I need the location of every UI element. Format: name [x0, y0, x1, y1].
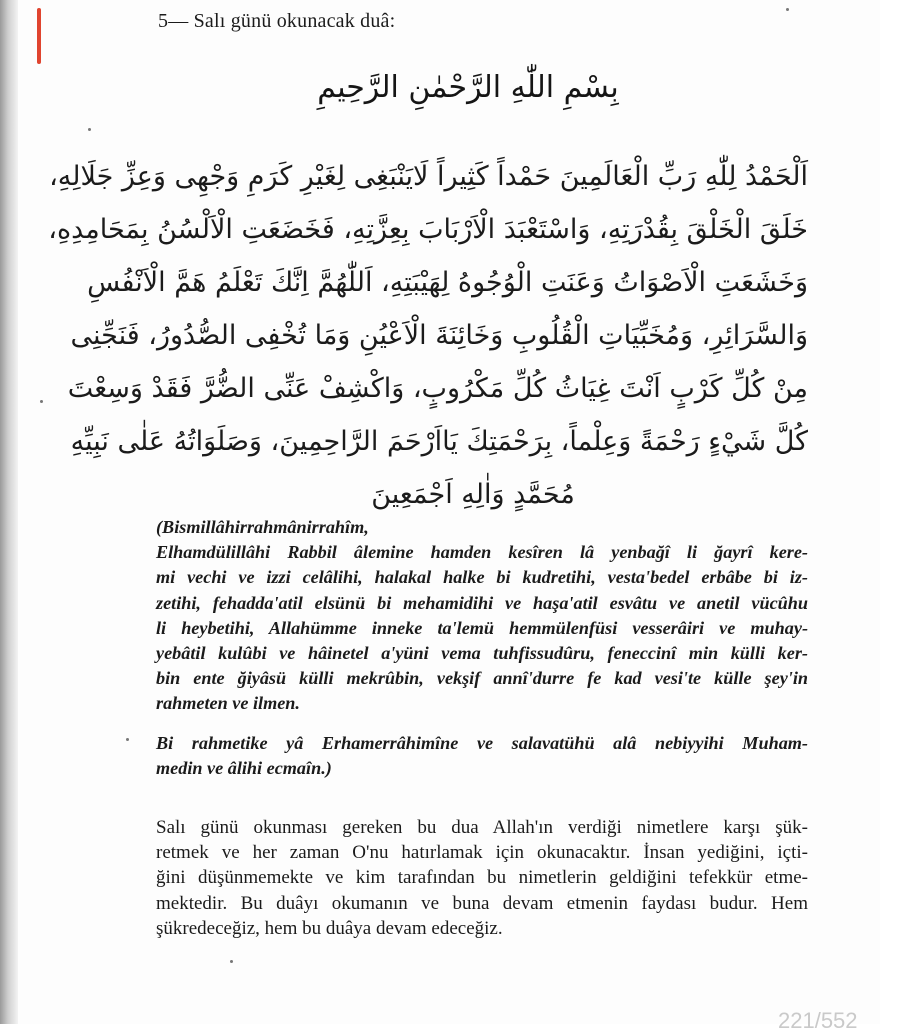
transliteration-line: zetihi, fehadda'atil elsünü bi mehamidihi ve haşa'atil esvâtu ve anetil vücûhu: [156, 592, 808, 613]
margin-marker: [37, 8, 41, 64]
scan-speck: [230, 960, 233, 963]
transliteration-line: li heybetihi, Allahümme inneke ta'lemü hemmülenfüsi vesserâiri ve muhay-: [156, 617, 808, 638]
scan-speck: [40, 400, 43, 403]
paragraph-line: Salı günü okunması gereken bu dua Allah'ın verdiği nimetlere karşı şük-: [156, 817, 808, 838]
section-heading: 5— Salı günü okunacak duâ:: [158, 10, 396, 32]
transliteration-line: mi vechi ve izzi celâlihi, halakal halke bi kudretihi, vesta'bedel erbâbe bi iz-: [156, 567, 808, 588]
dua-line: كُلَّ شَيْءٍ رَحْمَةً وَعِلْماً، بِرَحْمَتِكَ يَااَرْحَمَ الرَّاحِمِينَ، وَصَلَوَاتُهُ عَلٰى نَبِيِّهِ: [70, 426, 808, 457]
transliteration-line: Bi rahmetike yâ Erhamerrâhimîne ve salavatühü alâ nebiyyihi Muham-: [156, 732, 808, 753]
transliteration-line: yebâtil kulûbi ve hâinetel a'yüni vema tuhfissudûru, feneccinî min külli ker-: [156, 642, 808, 663]
scan-speck: [786, 8, 789, 11]
transliteration: [156, 515, 808, 781]
dua-line: وَخَشَعَتِ الْاَصْوَاتُ وَعَنَتِ الْوُجُوهُ لِهَيْبَتِهِ، اَللّٰهُمَّ اِنَّكَ تَعْلَمُ هَمَّ الْاَنْفُسِ: [87, 267, 808, 298]
dua-line: مُحَمَّدٍ وَاٰلِهِ اَجْمَعِينَ: [371, 479, 575, 510]
transliteration-line: medin ve âlihi ecmaîn.): [156, 757, 332, 778]
dua-line: اَلْحَمْدُ لِلّٰهِ رَبِّ الْعَالَمِينَ حَمْداً كَثِيراً لَايَنْبَغِى لِغَيْرِ كَرَمِ وَجْهِى وَعِزِّ جَلَالِهِ،: [49, 161, 808, 192]
paragraph-line: mektedir. Bu duâyı okumanın ve buna devam etmenin faydası budur. Hem: [156, 892, 808, 914]
dua-line: مِنْ كُلِّ كَرْبٍ اَنْتَ غِيَاثُ كُلِّ مَكْرُوبٍ، وَاكْشِفْ عَنِّى الضُّرَّ فَقَدْ وَسِعْتَ: [67, 373, 808, 404]
transliteration-line: bin ente ğiyâsü külli mekrûbin, vekşif annî'durre fe kad vesi'te külle şey'in: [156, 668, 808, 689]
page-number: 221/552: [778, 1008, 858, 1033]
page-binding-shadow: [0, 0, 18, 1024]
arabic-dua-text: [48, 150, 808, 521]
explanation-paragraph: [156, 815, 808, 941]
paragraph-line: ğini düşünmemekte ve kim tarafından bu nimetlerin geldiğini tefekkür etme-: [156, 867, 808, 889]
book-page: [18, 0, 880, 1033]
transliteration-line: rahmeten ve ilmen.: [156, 693, 300, 714]
transliteration-line: (Bismillâhirrahmânirrahîm,: [156, 517, 369, 537]
paragraph-line: retmek ve her zaman O'nu hatırlamak için okunacaktır. İnsan yediğini, içti-: [156, 842, 808, 864]
paragraph-line: şükredeceğiz, hem bu duâya devam edeceğiz.: [156, 917, 503, 939]
dua-line: خَلَقَ الْخَلْقَ بِقُدْرَتِهِ، وَاسْتَعْبَدَ الْاَرْبَابَ بِعِزَّتِهِ، فَخَضَعَتِ الْاَلْسُنُ بِمَحَامِدِهِ،: [48, 214, 808, 245]
dua-line: وَالسَّرَائِرِ، وَمُخَبِّيَاتِ الْقُلُوبِ وَخَائِنَةَ الْاَعْيُنِ وَمَا تُخْفِى الصُّدُورُ، فَنَجِّنِى: [70, 320, 808, 351]
scan-speck: [88, 128, 91, 131]
transliteration-line: Elhamdülillâhi Rabbil âlemine hamden kesîren lâ yenbağî li ğayrî kere-: [156, 542, 808, 563]
basmala: بِسْمِ اللّٰهِ الرَّحْمٰنِ الرَّحِيمِ: [317, 70, 619, 105]
scan-speck: [126, 738, 129, 741]
